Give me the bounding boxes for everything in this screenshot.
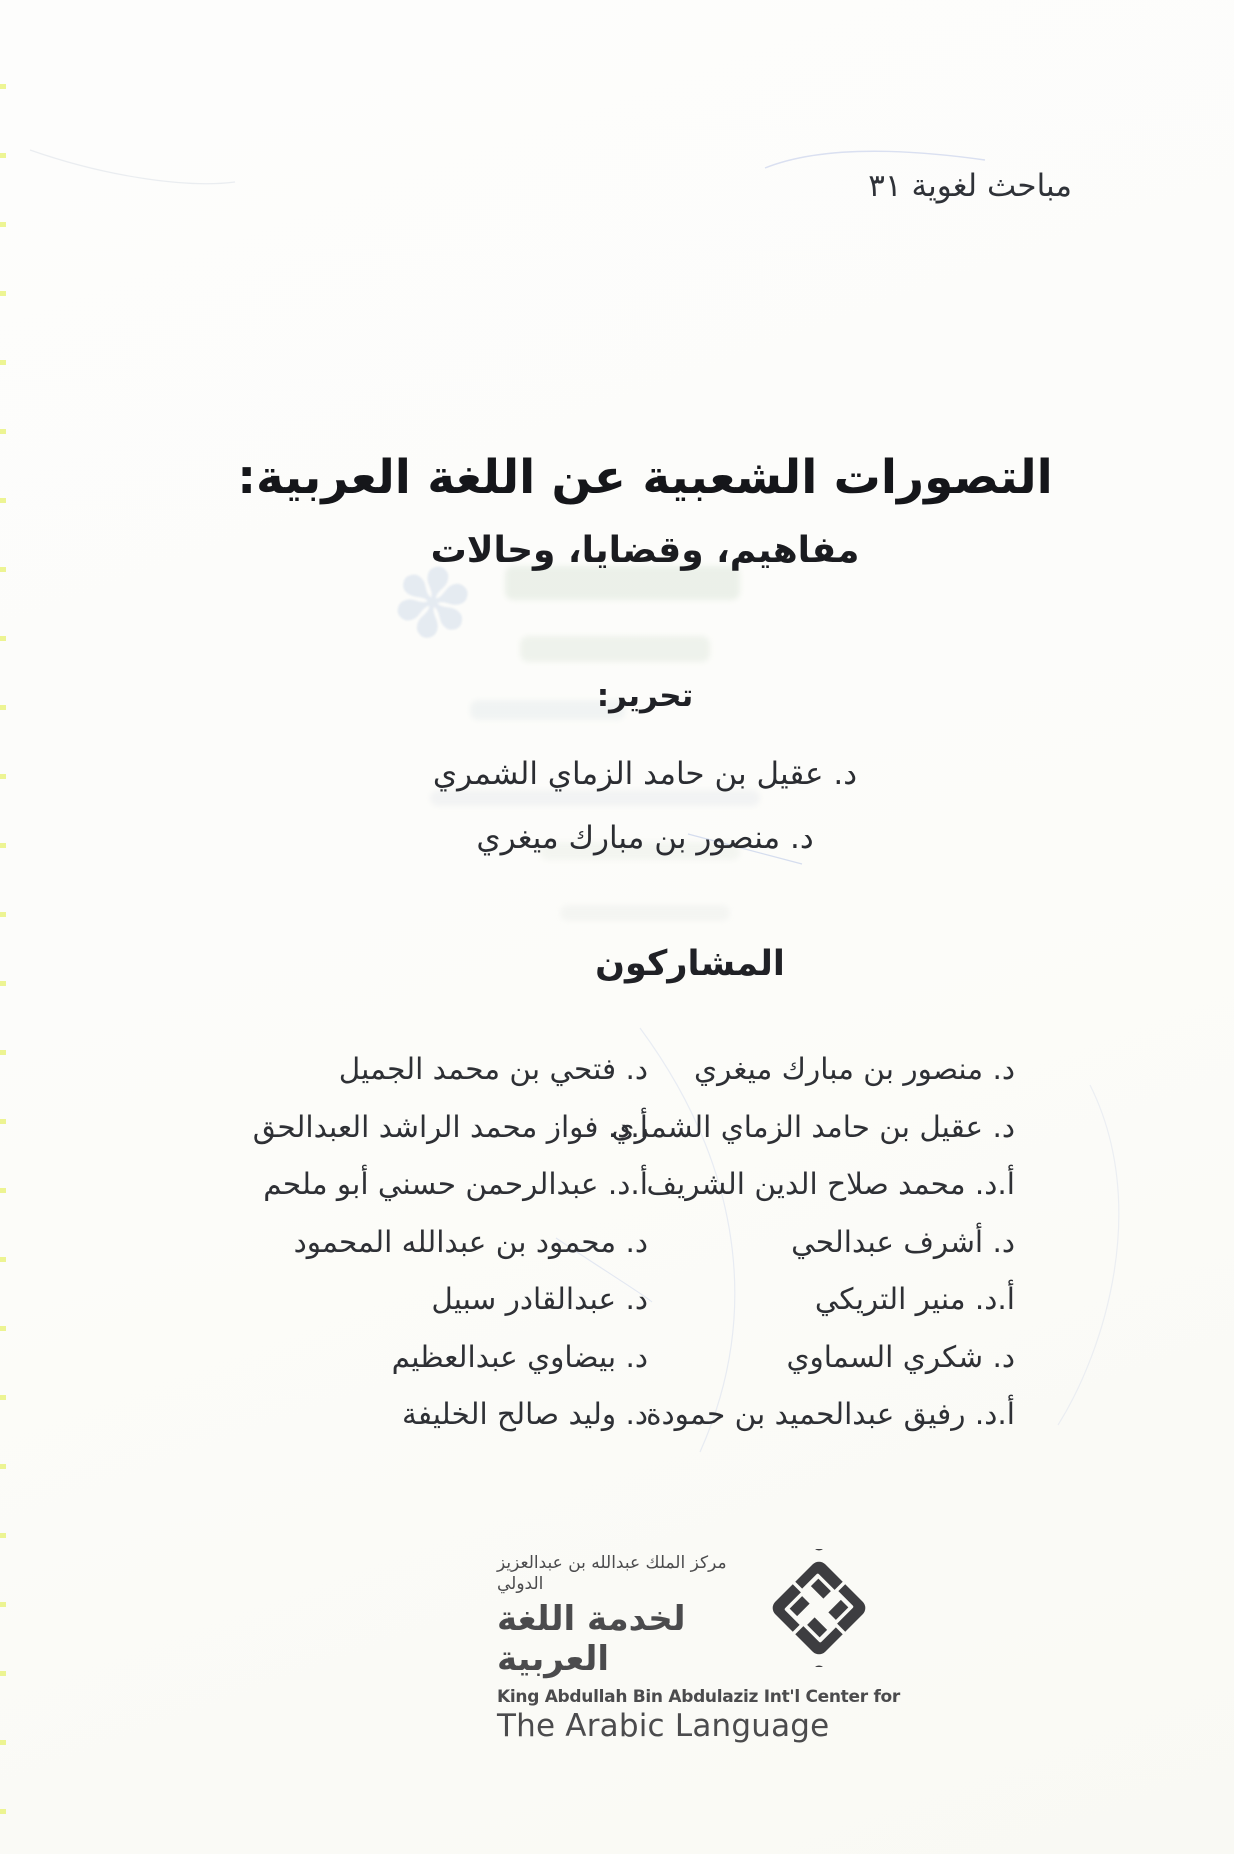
showthrough-smudge <box>560 905 730 921</box>
publisher-arabic-line1: مركز الملك عبدالله بن عبدالعزيز الدولي <box>497 1553 727 1595</box>
participant-name: د. عبدالقادر سبيل <box>431 1282 648 1316</box>
editing-label: تحرير: <box>596 678 694 714</box>
participant-name: أ.د. رفيق عبدالحميد بن حمودة <box>646 1397 1015 1431</box>
participant-name: أ.د. فواز محمد الراشد العبدالحق <box>252 1109 648 1144</box>
participants-column-left <box>253 1041 648 1444</box>
participant-name: د. فتحي بن محمد الجميل <box>338 1052 648 1086</box>
participant-name: أ.د. محمد صلاح الدين الشريف <box>646 1167 1015 1201</box>
scan-edge-artifacts <box>0 20 6 1854</box>
book-subtitle: مفاهيم، وقضايا، وحالات <box>430 530 860 572</box>
publisher-arabic-line2: لخدمة اللغة العربية <box>497 1598 686 1680</box>
publisher-english-line1: King Abdullah Bin Abdulaziz Int'l Center for <box>497 1687 901 1708</box>
book-title: التصورات الشعبية عن اللغة العربية: <box>237 450 1053 505</box>
participant-name: د. شكري السماوي <box>786 1339 1015 1374</box>
participant-name: د. أشرف عبدالحي <box>791 1224 1015 1259</box>
participant-name: د. منصور بن مبارك ميغري <box>693 1052 1015 1086</box>
participant-name: د. محمود بن عبدالله المحمود <box>293 1224 648 1259</box>
editor-name: د. عقيل بن حامد الزماي الشمري <box>432 756 858 792</box>
participants-heading: المشاركون <box>595 944 785 984</box>
participant-name: أ.د. منير التريكي <box>814 1282 1015 1316</box>
editor-name: د. منصور بن مبارك ميغري <box>476 820 814 856</box>
editors-list <box>225 742 1065 870</box>
showthrough-flower-mark: ✽ <box>381 540 484 668</box>
participants-column-right <box>611 1041 1015 1444</box>
publisher-english-line2: The Arabic Language <box>497 1708 830 1745</box>
publisher-block <box>497 1553 901 1745</box>
series-label: مباحث لغوية ٣١ <box>868 168 1072 204</box>
showthrough-smudge <box>520 636 710 662</box>
participant-name: أ.د. عبدالرحمن حسني أبو ملحم <box>263 1167 648 1201</box>
participant-name: د. عقيل بن حامد الزماي الشمري <box>611 1109 1015 1144</box>
participant-name: د. وليد صالح الخليفة <box>402 1397 648 1431</box>
participant-name: د. بيضاوي عبدالعظيم <box>391 1339 648 1374</box>
kaica-logo-icon <box>766 1549 872 1667</box>
